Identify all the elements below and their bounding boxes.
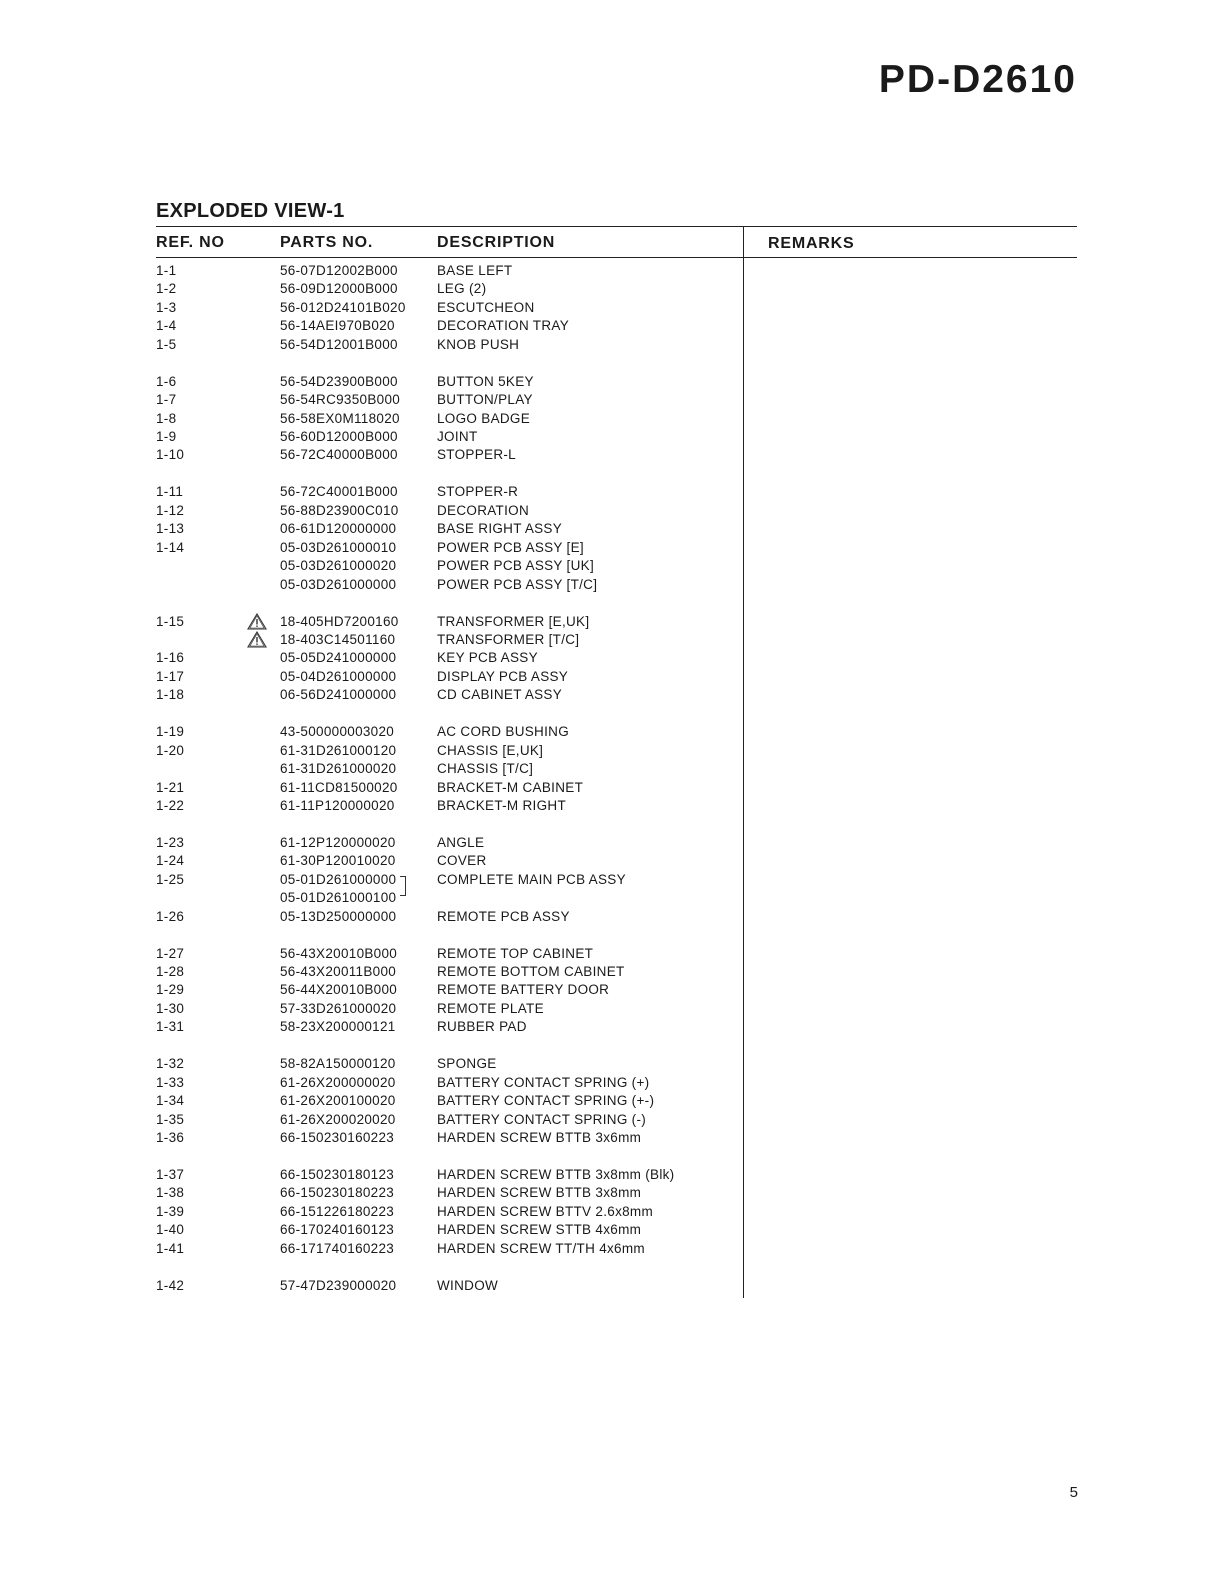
row-part-number: 56-60D12000B000 (280, 429, 398, 444)
row-description: RUBBER PAD (437, 1019, 527, 1035)
row-part-number: 61-12P120000020 (280, 834, 396, 850)
row-part-number: 66-170240160123 (280, 1222, 395, 1238)
row-ref: 1-40 (156, 1222, 185, 1238)
row-part-number: 66-150230180123 (280, 1166, 395, 1182)
remarks-divider (743, 226, 744, 1298)
row-ref: 1-33 (156, 1074, 185, 1090)
row-part-number: 58-82A150000120 (280, 1056, 396, 1072)
table-row (156, 502, 736, 520)
table-row (156, 779, 736, 797)
table-row (156, 797, 736, 815)
row-part-number: 61-26X200020020 (280, 1111, 396, 1127)
model-title: PD-D2610 (878, 58, 1077, 101)
row-ref: 1-34 (156, 1093, 185, 1109)
row-ref: 1-14 (156, 539, 185, 555)
row-ref: 1-1 (156, 263, 177, 278)
table-row (156, 686, 736, 704)
row-part-number: 58-23X200000121 (280, 1019, 396, 1035)
row-part-number: 43-500000003020 (280, 724, 395, 740)
warning-triangle-icon (247, 631, 267, 648)
row-description: HARDEN SCREW BTTB 3x8mm (Blk) (437, 1166, 675, 1182)
row-part-number: 57-47D239000020 (280, 1277, 397, 1293)
row-ref: 1-9 (156, 429, 177, 444)
row-ref: 1-28 (156, 964, 185, 979)
row-part-number: 18-405HD7200160 (280, 613, 399, 629)
row-ref: 1-18 (156, 687, 185, 703)
row-part-number: 56-72C40001B000 (280, 484, 398, 500)
row-ref: 1-7 (156, 392, 177, 408)
row-part-number: 66-151226180223 (280, 1203, 395, 1219)
table-row (156, 1055, 736, 1073)
row-description: BRACKET-M CABINET (437, 779, 584, 795)
row-ref: 1-17 (156, 668, 185, 684)
table-row (156, 1074, 736, 1092)
table-row (156, 1240, 736, 1258)
row-description: ESCUTCHEON (437, 299, 535, 315)
row-description: HARDEN SCREW BTTV 2.6x8mm (437, 1203, 654, 1219)
row-ref: 1-21 (156, 779, 185, 795)
table-row (156, 520, 736, 538)
table-row (156, 742, 736, 760)
row-ref: 1-25 (156, 871, 185, 887)
row-description: TRANSFORMER [T/C] (437, 631, 580, 647)
row-description: JOINT (437, 429, 478, 444)
row-description: HARDEN SCREW STTB 4x6mm (437, 1222, 642, 1238)
row-description: KEY PCB ASSY (437, 650, 538, 666)
row-part-number: 05-05D241000000 (280, 650, 397, 666)
row-description: KNOB PUSH (437, 336, 520, 352)
row-part-number: 56-43X20010B000 (280, 945, 398, 961)
row-part-number: 61-11CD81500020 (280, 779, 398, 795)
row-part-number: 56-54D12001B000 (280, 336, 398, 352)
row-description: BATTERY CONTACT SPRING (+-) (437, 1093, 655, 1109)
row-description: CHASSIS [E,UK] (437, 742, 544, 758)
row-ref: 1-38 (156, 1185, 185, 1201)
row-part-number: 56-54D23900B000 (280, 373, 398, 389)
row-description: DISPLAY PCB ASSY (437, 668, 569, 684)
row-ref: 1-27 (156, 945, 185, 961)
row-description: BATTERY CONTACT SPRING (+) (437, 1074, 650, 1090)
row-part-number: 66-150230160223 (280, 1130, 395, 1145)
row-description: DECORATION TRAY (437, 318, 570, 334)
row-part-number: 05-04D261000000 (280, 668, 397, 684)
table-row (156, 262, 736, 280)
row-description: CD CABINET ASSY (437, 687, 563, 703)
row-part-number: 05-03D261000020 (280, 558, 397, 574)
row-part-number: 05-01D261000000 (280, 871, 397, 887)
table-row (156, 576, 736, 594)
table-row (156, 299, 736, 317)
table-row (156, 760, 736, 778)
table-row (156, 668, 736, 686)
row-description: REMOTE BATTERY DOOR (437, 982, 610, 998)
table-row (156, 317, 736, 335)
table-row (156, 280, 736, 298)
table-row (156, 1184, 736, 1202)
page-number: 5 (1069, 1484, 1078, 1501)
table-row (156, 1018, 736, 1036)
row-ref: 1-12 (156, 502, 185, 518)
row-part-number: 06-56D241000000 (280, 687, 397, 703)
row-description: SPONGE (437, 1056, 497, 1072)
row-description: LOGO BADGE (437, 410, 531, 426)
row-part-number: 61-26X200100020 (280, 1093, 396, 1109)
row-description: BASE RIGHT ASSY (437, 521, 563, 537)
parts-list (156, 262, 736, 1295)
table-row (156, 336, 736, 354)
row-part-number: 66-171740160223 (280, 1240, 395, 1256)
table-row (156, 1092, 736, 1110)
row-ref: 1-26 (156, 908, 185, 924)
row-description: CHASSIS [T/C] (437, 761, 534, 777)
column-header-parts: PARTS NO. (280, 234, 374, 251)
row-part-number: 05-01D261000100 (280, 890, 397, 906)
table-row (156, 1166, 736, 1184)
row-part-number: 61-31D261000020 (280, 761, 397, 777)
row-description: POWER PCB ASSY [E] (437, 539, 584, 555)
table-row (156, 1111, 736, 1129)
row-ref: 1-32 (156, 1056, 185, 1072)
row-part-number: 61-11P120000020 (280, 797, 395, 813)
row-description: HARDEN SCREW BTTB 3x8mm (437, 1185, 642, 1201)
table-row (156, 981, 736, 999)
table-row (156, 428, 736, 446)
row-description: AC CORD BUSHING (437, 724, 570, 740)
row-ref: 1-31 (156, 1019, 185, 1035)
table-row (156, 539, 736, 557)
row-part-number: 56-09D12000B000 (280, 281, 398, 297)
row-ref: 1-30 (156, 1000, 185, 1016)
row-part-number: 56-72C40000B000 (280, 447, 398, 463)
row-description: COVER (437, 853, 487, 869)
table-row (156, 557, 736, 575)
table-row (156, 871, 736, 889)
table-row (156, 1277, 736, 1295)
row-description: TRANSFORMER [E,UK] (437, 613, 590, 629)
row-ref: 1-29 (156, 982, 185, 998)
row-description: BRACKET-M RIGHT (437, 797, 567, 813)
column-header-remarks: REMARKS (768, 235, 855, 252)
row-ref: 1-5 (156, 336, 177, 352)
row-description: REMOTE BOTTOM CABINET (437, 964, 625, 979)
row-part-number: 66-150230180223 (280, 1185, 395, 1201)
row-ref: 1-16 (156, 650, 185, 666)
row-ref: 1-37 (156, 1166, 185, 1182)
header-top-rule (156, 226, 1077, 227)
table-row (156, 945, 736, 963)
row-part-number: 56-58EX0M118020 (280, 410, 400, 426)
row-ref: 1-11 (156, 484, 184, 500)
row-part-number: 61-26X200000020 (280, 1074, 396, 1090)
row-part-number: 56-43X20011B000 (280, 964, 397, 979)
row-description: STOPPER-L (437, 447, 516, 463)
row-description: STOPPER-R (437, 484, 519, 500)
row-part-number: 56-54RC9350B000 (280, 392, 401, 408)
row-ref: 1-24 (156, 853, 185, 869)
table-row (156, 483, 736, 501)
column-header-description: DESCRIPTION (437, 234, 556, 251)
row-ref: 1-41 (156, 1240, 185, 1256)
row-description: REMOTE TOP CABINET (437, 945, 594, 961)
row-part-number: 61-30P120010020 (280, 853, 396, 869)
header-bottom-rule (156, 257, 1077, 258)
row-description: HARDEN SCREW BTTB 3x6mm (437, 1130, 642, 1145)
table-row (156, 1203, 736, 1221)
table-row (156, 410, 736, 428)
column-header-ref: REF. NO (156, 234, 225, 251)
table-row (156, 834, 736, 852)
table-row (156, 908, 736, 926)
row-part-number: 56-88D23900C010 (280, 502, 399, 518)
row-description: LEG (2) (437, 281, 487, 297)
row-ref: 1-4 (156, 318, 177, 334)
row-ref: 1-6 (156, 373, 177, 389)
row-ref: 1-19 (156, 724, 185, 740)
table-row (156, 613, 736, 631)
row-ref: 1-3 (156, 299, 177, 315)
row-description: BUTTON/PLAY (437, 392, 533, 408)
row-part-number: 61-31D261000120 (280, 742, 397, 758)
row-ref: 1-35 (156, 1111, 185, 1127)
row-description: ANGLE (437, 834, 485, 850)
row-ref: 1-36 (156, 1130, 185, 1145)
table-row (156, 1000, 736, 1018)
row-ref: 1-23 (156, 834, 185, 850)
table-row (156, 631, 736, 649)
warning-triangle-icon (247, 613, 267, 630)
row-part-number: 18-403C14501160 (280, 631, 396, 647)
table-row (156, 649, 736, 667)
row-part-number: 57-33D261000020 (280, 1000, 397, 1016)
row-part-number: 56-44X20010B000 (280, 982, 398, 998)
table-row (156, 852, 736, 870)
table-row (156, 723, 736, 741)
row-ref: 1-13 (156, 521, 185, 537)
table-row (156, 446, 736, 464)
table-row (156, 373, 736, 391)
row-part-number: 05-03D261000000 (280, 576, 397, 592)
row-description: REMOTE PCB ASSY (437, 908, 570, 924)
table-row (156, 889, 736, 907)
table-row (156, 1221, 736, 1239)
row-description: POWER PCB ASSY [T/C] (437, 576, 598, 592)
row-ref: 1-2 (156, 281, 177, 297)
row-ref: 1-8 (156, 410, 177, 426)
row-part-number: 06-61D120000000 (280, 521, 397, 537)
bracket-icon (400, 876, 406, 896)
row-description: REMOTE PLATE (437, 1000, 544, 1016)
row-ref: 1-10 (156, 447, 185, 463)
section-title: EXPLODED VIEW-1 (156, 200, 345, 222)
table-row (156, 1129, 736, 1147)
row-description: BUTTON 5KEY (437, 373, 534, 389)
row-description: BATTERY CONTACT SPRING (-) (437, 1111, 647, 1127)
table-row (156, 963, 736, 981)
row-description: POWER PCB ASSY [UK] (437, 558, 594, 574)
row-description: DECORATION (437, 502, 530, 518)
row-part-number: 56-07D12002B000 (280, 263, 398, 278)
row-description: HARDEN SCREW TT/TH 4x6mm (437, 1240, 645, 1256)
row-ref: 1-15 (156, 613, 185, 629)
row-description: BASE LEFT (437, 263, 513, 278)
table-row (156, 391, 736, 409)
row-ref: 1-42 (156, 1277, 185, 1293)
row-ref: 1-39 (156, 1203, 185, 1219)
row-part-number: 56-012D24101B020 (280, 299, 406, 315)
row-description: WINDOW (437, 1277, 499, 1293)
row-part-number: 05-13D250000000 (280, 908, 397, 924)
row-ref: 1-22 (156, 797, 185, 813)
row-ref: 1-20 (156, 742, 185, 758)
row-part-number: 56-14AEI970B020 (280, 318, 395, 334)
row-part-number: 05-03D261000010 (280, 539, 397, 555)
row-description: COMPLETE MAIN PCB ASSY (437, 871, 626, 887)
